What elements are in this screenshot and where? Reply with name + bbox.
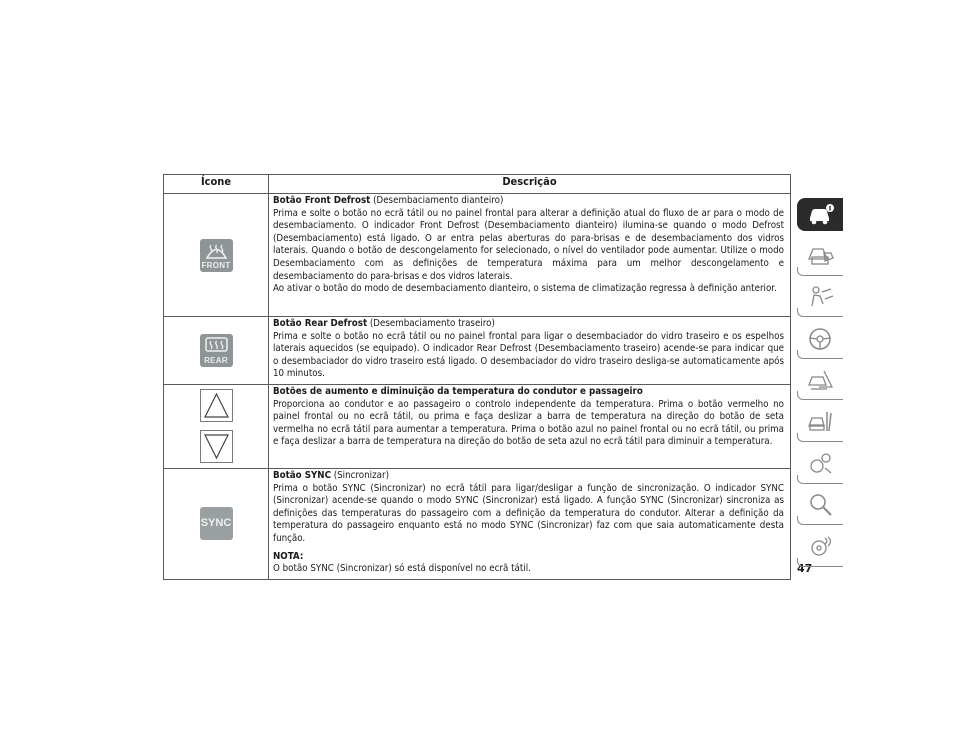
tab-search-index[interactable] <box>797 489 843 522</box>
note-text: O botão SYNC (Sincronizar) só está disponível no ecrã tátil. <box>273 563 531 575</box>
row-subtitle: (Sincronizar) <box>330 469 389 481</box>
row-title: Botões de aumento e diminuição da temperatura do condutor e passageiro <box>273 385 643 397</box>
description-column-header: Descrição <box>269 175 791 194</box>
safety-icon <box>807 284 835 310</box>
chapter-tabs <box>797 198 843 572</box>
table-row <box>164 317 791 385</box>
car-info-icon <box>807 201 835 227</box>
search-index-icon <box>807 492 835 518</box>
note-label: NOTA: <box>273 550 304 562</box>
tab-multimedia[interactable] <box>797 531 843 564</box>
table-row <box>164 194 791 317</box>
row-title: Botão SYNC <box>273 469 331 481</box>
service-icon <box>807 409 835 435</box>
tab-car-info[interactable] <box>797 198 843 231</box>
sync-icon: SYNC <box>200 507 233 540</box>
table-row <box>164 468 791 579</box>
tab-warning-lights[interactable] <box>797 240 843 273</box>
steering-wheel-icon <box>807 326 835 352</box>
temperature-down-arrow-icon <box>200 430 233 463</box>
row-subtitle: (Desembaciamento dianteiro) <box>370 195 504 206</box>
row-description: Prima e solte o botão no ecrã tátil ou no painel frontal para ligar o desembaciador do vidro traseiro e os espelhos laterais aquecidos (se equipado). O indicador Rear Defrost (Desembaciamento traseiro) acende-se para indicar que o desembaciador do vidro traseiro está ligado. O desembaciador do vidro traseiro desliga-se automaticamente após 10 minutos. <box>273 330 784 380</box>
row-title: Botão Rear Defrost <box>273 318 368 329</box>
tab-safety[interactable] <box>797 281 843 314</box>
row-subtitle: (Desembaciamento traseiro) <box>367 318 495 329</box>
rear-defrost-icon: REAR <box>200 334 233 367</box>
row-description-extra: Ao ativar o botão do modo de desembaciamento dianteiro, o sistema de climatização regressa à definição anterior. <box>273 283 777 295</box>
temperature-up-arrow-icon <box>200 389 233 422</box>
emergency-icon <box>807 367 835 393</box>
controls-table <box>163 174 791 580</box>
row-description: Prima o botão SYNC (Sincronizar) no ecrã tátil para ligar/desligar a função de sincronização. O indicador SYNC (Sincronizar) acende-se quando o modo SYNC (Sincronizar) está ligado. A função SYNC (Sincronizar) sincroniza as definições das temperaturas do passageiro com a definição da temperatura do condutor. Alterar a definição da temperatura do passageiro enquanto está no modo SYNC (Sincronizar) faz com que saia automaticamente desta função. <box>273 482 784 544</box>
front-defrost-icon: FRONT <box>200 239 233 272</box>
tab-service[interactable] <box>797 406 843 439</box>
table-header <box>164 175 791 194</box>
page-number: 47 <box>797 562 813 575</box>
table-row <box>164 384 791 468</box>
row-description: Prima e solte o botão no ecrã tátil ou no painel frontal para alterar a definição atual do fluxo de ar para o modo de desembaciamento. O indicador Front Defrost (Desembaciamento dianteiro) ilumina-se quando o modo Defrost (Desembaciamento) está ligado. O ar entra pelas aberturas do para-brisas e de desembaciamento dos vidros laterais. Quando o botão de descongelamento for selecionado, o nível do ventilador pode aumentar. Utilize o modo Desembaciamento com as definições de temperatura máxima para um melhor descongelamento e desembaciamento do para-brisas e dos vidros laterais. <box>273 207 784 282</box>
icon-column-header: Ícone <box>164 175 269 194</box>
row-description: Proporciona ao condutor e ao passageiro o controlo independente da temperatura. Prima o botão vermelho no painel frontal ou no ecrã tátil, ou prima e faça deslizar a barra de temperatura na direção do botão de seta vermelha no ecrã tátil para aumentar a temperatura. Prima o botão azul no painel frontal ou no ecrã tátil, ou prima e faça deslizar a barra de temperatura na direção do botão de seta azul no ecrã tátil para diminuir a temperatura. <box>273 398 784 448</box>
warning-lights-icon <box>807 243 835 269</box>
multimedia-icon <box>807 534 835 560</box>
tab-steering[interactable] <box>797 323 843 356</box>
specifications-icon <box>807 451 835 477</box>
tab-emergency[interactable] <box>797 364 843 397</box>
row-title: Botão Front Defrost <box>273 195 371 206</box>
tab-specifications[interactable] <box>797 448 843 481</box>
